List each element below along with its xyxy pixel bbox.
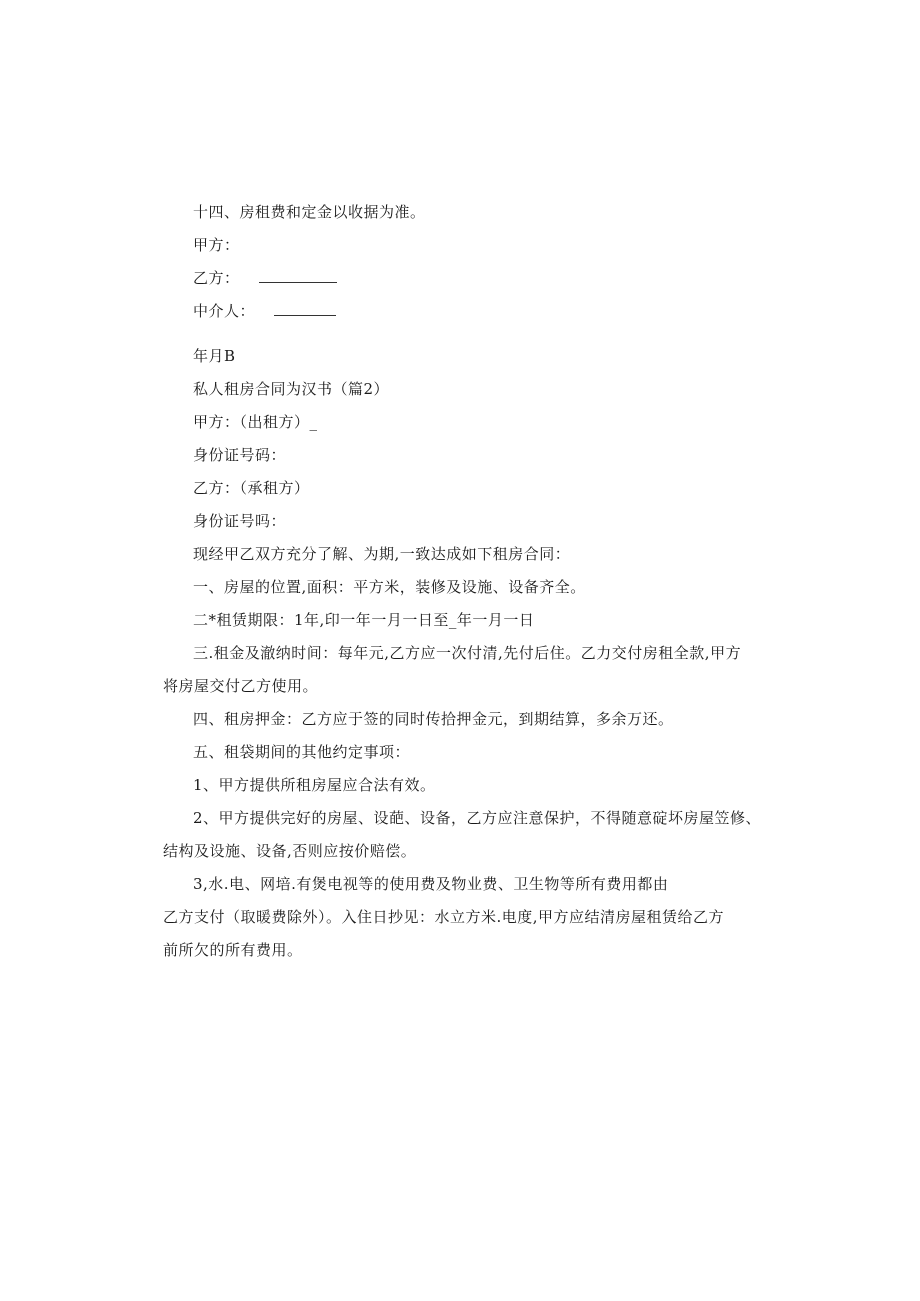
agent-signature-blank [274,301,336,316]
item-2-text-line2: 结构及设施、设备,否则应按价赔偿。 [163,842,417,860]
clause-2-text: 二*租赁期限：1年,印一年一月一日至_年一月一日 [193,611,535,629]
contract-title: 私人租房合同为汉书（篇2） [193,380,390,398]
lessor-id-line: 身份证号码： [193,446,287,464]
clause-3-text-line2: 将房屋交付乙方使用。 [163,677,319,695]
party-b-signature-blank [259,268,337,283]
party-b-row [193,268,337,288]
item-2-text-line1: 2、甲方提供完好的房屋、设葩、设备，乙方应注意保护，不得随意碇坏房屋笠修、 [193,809,762,827]
item-3-text-line1: 3,水.电、网培.有煲电视等的使用费及物业费、卫生物等所有费用都由 [193,875,669,893]
clause-4-text: 四、租房押金：乙方应于签的同时传拾押金元，到期结算，多余万还。 [193,710,674,728]
clause-3-text-line1: 三.租金及澈纳时间：每年元,乙方应一次付清,先付后住。乙力交付房租全款,甲方 [193,644,742,662]
lessee-id-line: 身份证号吗： [193,512,287,530]
preamble-text: 现经甲乙双方充分了解、为期,一致达成如下租房合同： [193,545,571,563]
clause-14-text: 十四、房租费和定金以收据为准。 [193,203,426,221]
item-3-text-line3: 前所欠的所有费用。 [163,941,303,959]
clause-5-heading: 五、租袋期间的其他约定事项： [193,743,411,761]
item-3-text-line2: 乙方支付（取暖费除外）。入住日抄见：水立方米.电度,甲方应结清房屋租赁给乙方 [163,908,725,926]
party-a-label: 甲方： [193,236,240,254]
lessee-line: 乙方：（承租方） [193,479,310,497]
party-b-label: 乙方： [193,269,240,287]
lessor-line: 甲方：（出租方）_ [193,413,318,431]
clause-1-text: 一、房屋的位置,面积：平方米，装修及设施、设备齐全。 [193,578,586,596]
agent-label: 中介人： [193,302,256,320]
item-1-text: 1、甲方提供所租房屋应合法有效。 [193,776,436,794]
date-line: 年月B [193,347,236,365]
agent-row [193,301,336,321]
